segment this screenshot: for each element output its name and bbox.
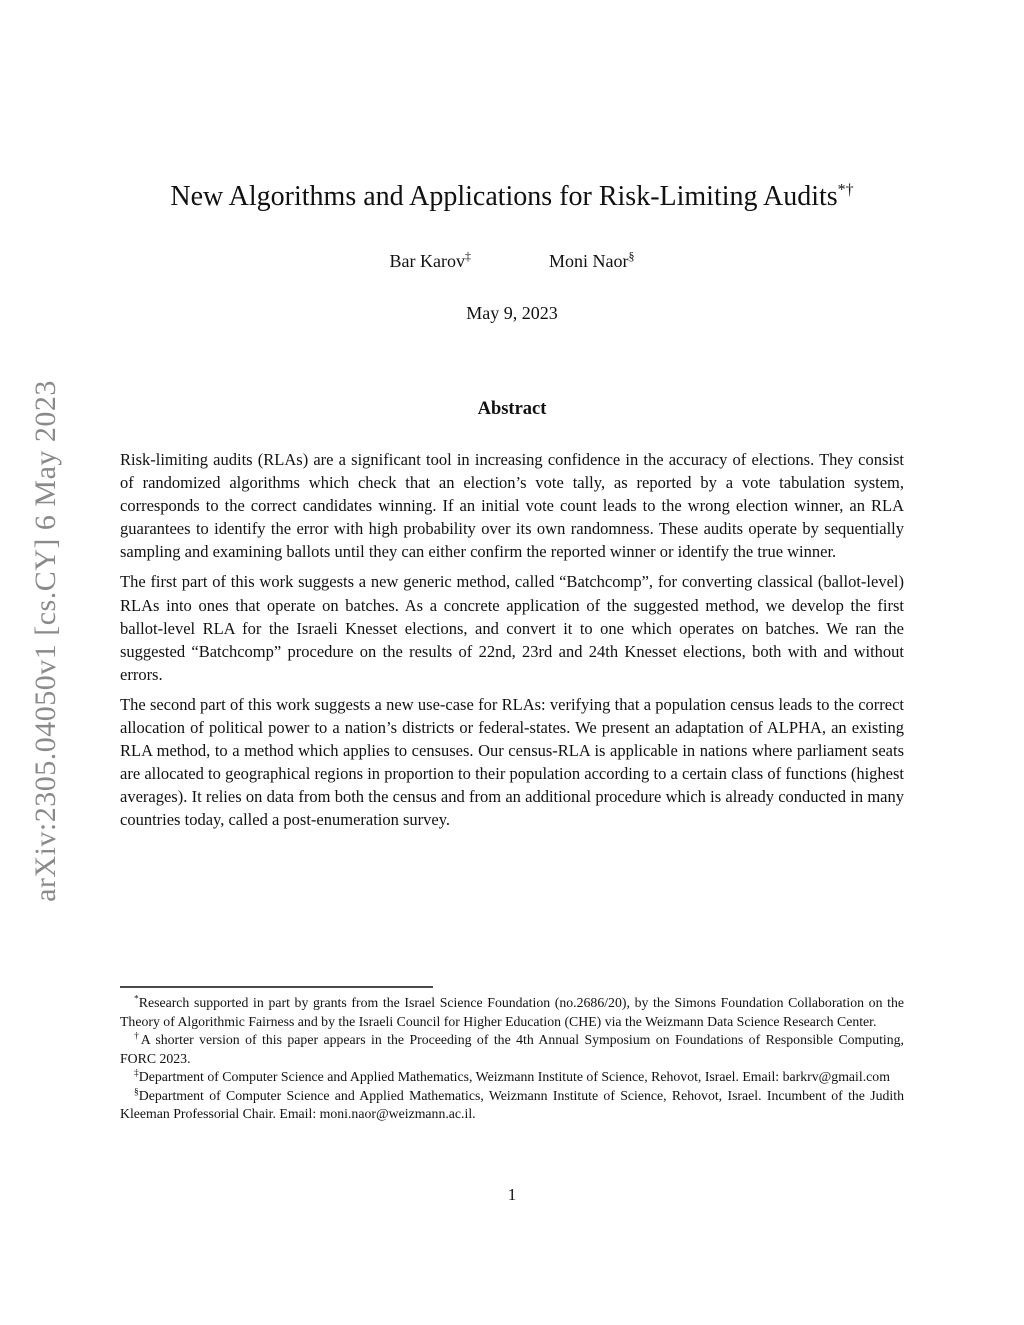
- author-moni-naor: [549, 251, 635, 272]
- footnote-marker: †: [134, 1031, 141, 1042]
- abstract-heading: Abstract: [477, 399, 547, 419]
- arxiv-watermark: arXiv:2305.04050v1 [cs.CY] 6 May 2023: [29, 380, 62, 902]
- footnote-marker: ‡: [134, 1068, 139, 1079]
- author-name: Bar Karov: [389, 251, 465, 271]
- page-number: 1: [507, 1185, 517, 1204]
- footnote-shorter-version: [120, 1031, 904, 1068]
- author-footnote-marker: ‡: [464, 249, 471, 263]
- author-footnote-marker: §: [628, 249, 635, 263]
- paper-title-text: New Algorithms and Applications for Risk-Limiting Audits: [170, 181, 838, 212]
- footnotes-section: [120, 986, 904, 1124]
- paper-date: May 9, 2023: [466, 303, 558, 323]
- footnote-affiliation-naor: [120, 1087, 904, 1124]
- abstract-paragraph-1: Risk-limiting audits (RLAs) are a significant tool in increasing confidence in the accuracy of elections. They consist of randomized algorithms which check that an election’s vote tally, as reported by a vote tabulation system, corresponds to the correct candidates winning. If an initial vote count leads to the wrong election winner, an RLA guarantees to identify the error with high probability over its own randomness. These audits operate by sequentially sampling and examining ballots until they can either confirm the reported winner or identify the true winner.: [120, 450, 904, 562]
- author-list: [120, 251, 904, 272]
- footnote-marker: *: [134, 994, 139, 1005]
- footnote-text: Research supported in part by grants from the Israel Science Foundation (no.2686/20), by the Simons Foundation Collaboration on the Theory of Algorithmic Fairness and by the Israeli Council for Higher Education (CHE) via the Weizmann Data Science Research Center.: [120, 995, 904, 1029]
- abstract-paragraph-3: The second part of this work suggests a new use-case for RLAs: verifying that a population census leads to the correct allocation of political power to a nation’s districts or federal-states. We present an adaptation of ALPHA, an existing RLA method, to a method which applies to censuses. Our census-RLA is applicable in nations where parliament seats are allocated to geographical regions in proportion to their population according to a certain class of functions (highest averages). It relies on data from both the census and from an additional procedure which is already conducted in many countries today, called a post-enumeration survey.: [120, 694, 904, 830]
- paper-title: [120, 180, 904, 214]
- footnote-text: A shorter version of this paper appears in the Proceeding of the 4th Annual Symposium on Foundations of Responsible Computing, FORC 2023.: [120, 1032, 904, 1066]
- footnote-affiliation-karov: [120, 1068, 904, 1087]
- footnote-divider: [120, 986, 433, 988]
- author-bar-karov: [390, 251, 471, 272]
- abstract-body: [120, 448, 904, 832]
- title-footnote-markers: *†: [837, 181, 854, 199]
- footnote-research-support: [120, 994, 904, 1031]
- footnote-text: Department of Computer Science and Applied Mathematics, Weizmann Institute of Science, Rehovot, Israel. Incumbent of the Judith Kleeman Professorial Chair. Email: moni.naor@weizmann.ac.il.: [120, 1087, 904, 1121]
- author-name: Moni Naor: [548, 251, 629, 271]
- footnote-text: Department of Computer Science and Applied Mathematics, Weizmann Institute of Science, Rehovot, Israel. Email: barkrv@gmail.com: [138, 1069, 890, 1084]
- abstract-paragraph-2: The first part of this work suggests a new generic method, called “Batchcomp”, for converting classical (ballot-level) RLAs into ones that operate on batches. As a concrete application of the suggested method, we develop the first ballot-level RLA for the Israeli Knesset elections, and convert it to one which operates on batches. We ran the suggested “Batchcomp” procedure on the results of 22nd, 23rd and 24th Knesset elections, both with and without errors.: [120, 572, 904, 684]
- footnote-marker: §: [134, 1086, 139, 1097]
